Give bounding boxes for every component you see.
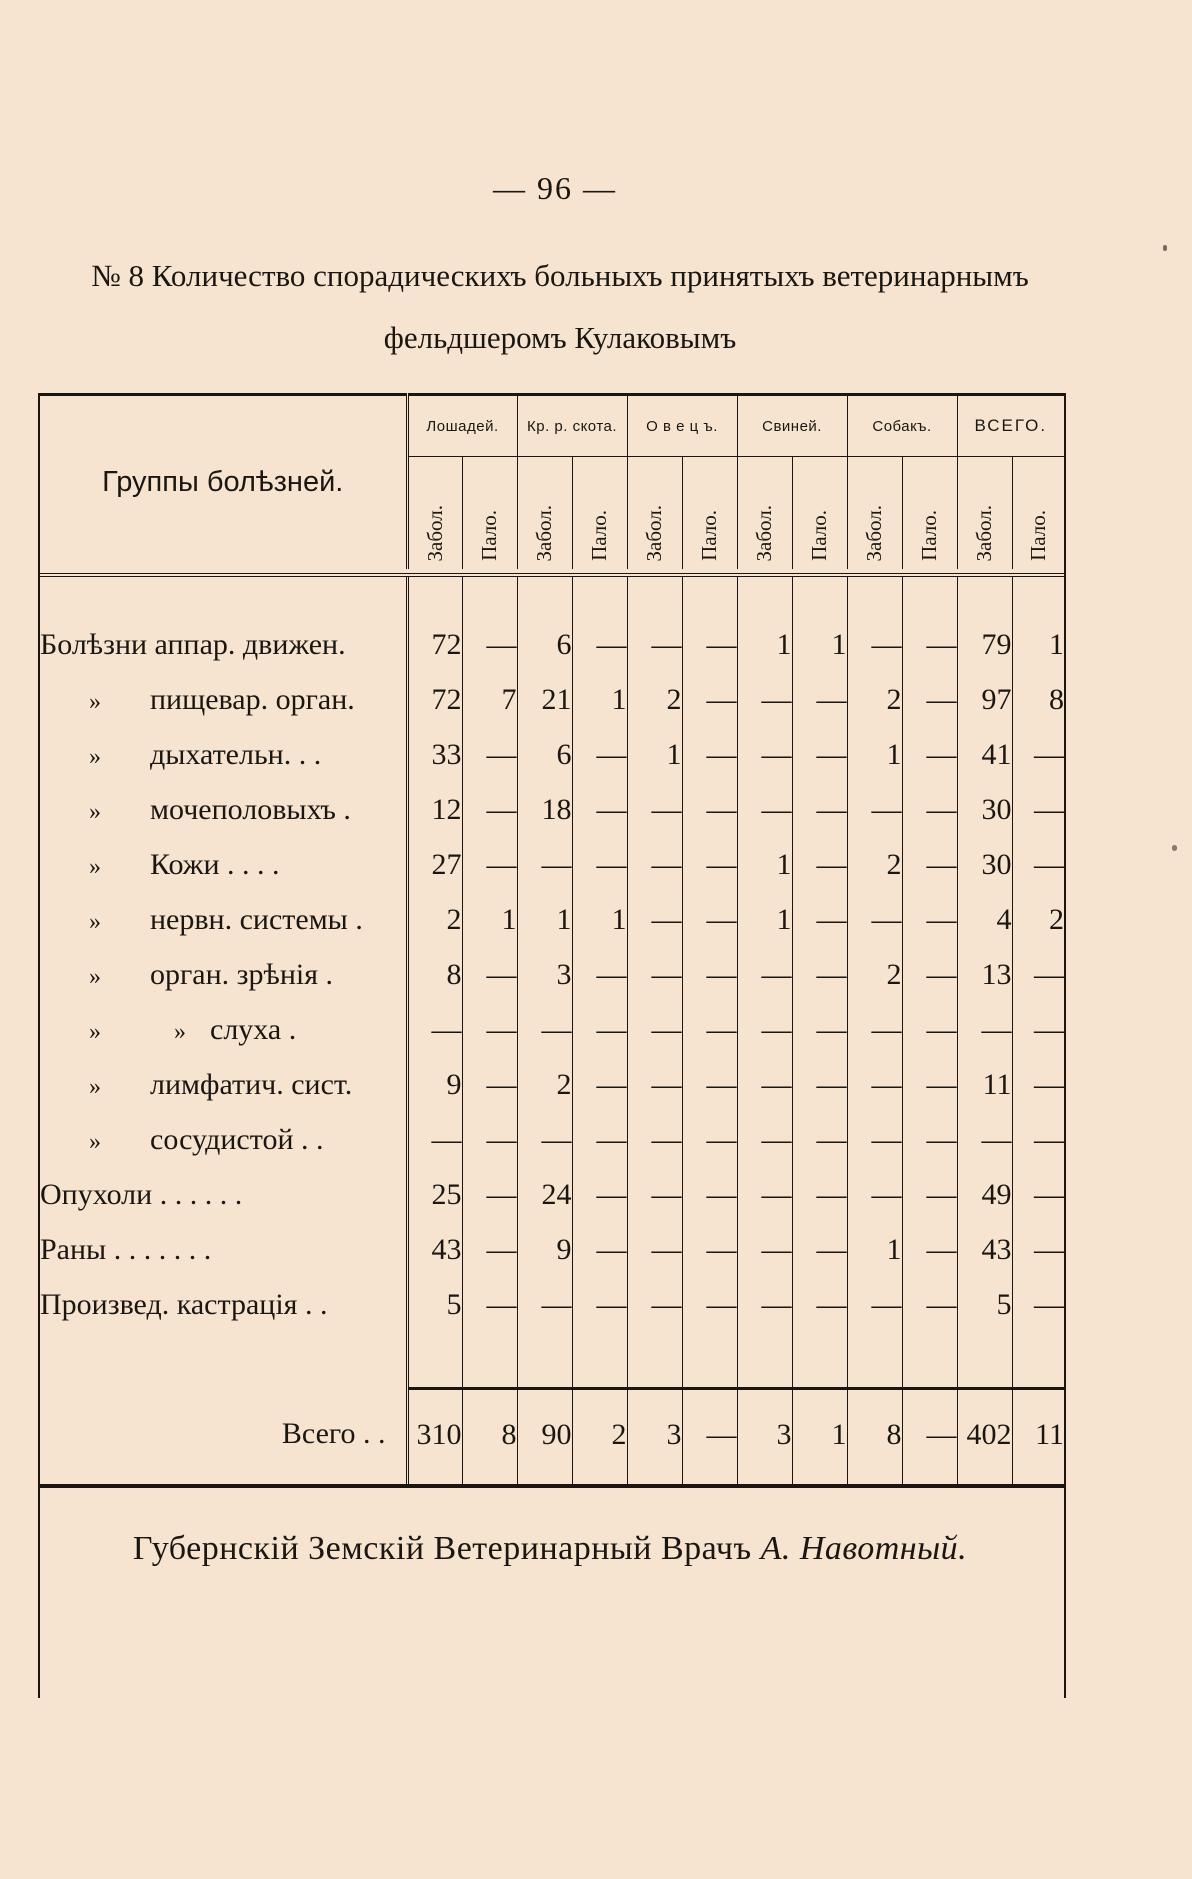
total-cell: 310: [407, 1389, 462, 1481]
sub-header-palo: Пало.: [807, 510, 832, 561]
table-cell: —: [462, 837, 517, 892]
table-cell: 5: [446, 1287, 462, 1321]
table-cell: 3: [517, 947, 572, 1002]
table-cell: —: [902, 947, 957, 1002]
sub-header-zabol: Забол.: [422, 504, 447, 561]
table-cell: —: [902, 782, 957, 837]
row-label: [40, 617, 407, 672]
row-label: [40, 1112, 407, 1167]
row-label: [40, 1277, 407, 1332]
table-cell: —: [682, 617, 737, 672]
row-label-text: Кожи . . . .: [150, 847, 280, 881]
ditto-mark: »: [89, 688, 101, 715]
table-cell: —: [737, 1057, 792, 1112]
row-label-text: орган. зрѣнія .: [150, 957, 334, 991]
row-label: [40, 1167, 407, 1222]
row-label-text: Опухоли . . . . . .: [40, 1177, 243, 1211]
row-label: [40, 892, 407, 947]
total-cell: 3: [627, 1389, 682, 1481]
table-cell: 9: [446, 1067, 462, 1101]
table-cell: —: [957, 1002, 1012, 1057]
sub-header-palo: Пало.: [697, 510, 722, 561]
title-line-1: № 8 Количество спорадическихъ больныхъ принятыхъ ветеринарнымъ: [91, 258, 1029, 293]
sub-header-palo: Пало.: [587, 510, 612, 561]
row-label-text: слуха .: [210, 1012, 297, 1046]
table-cell: —: [462, 1002, 517, 1057]
table-cell: —: [682, 672, 737, 727]
row-label: [40, 672, 407, 727]
table-cell: 97: [957, 672, 1012, 727]
table-cell: 2: [1012, 892, 1064, 947]
table-cell: 2: [446, 902, 462, 936]
table-cell: —: [462, 947, 517, 1002]
row-label: [40, 947, 407, 1002]
ditto-mark: »: [89, 743, 101, 770]
total-cell: 3: [737, 1389, 792, 1481]
table-cell: 13: [957, 947, 1012, 1002]
table-cell: —: [682, 892, 737, 947]
table-cell: —: [1012, 1167, 1064, 1222]
table-cell: 33: [431, 737, 462, 771]
table-cell: —: [737, 1002, 792, 1057]
table-cell: 2: [517, 1057, 572, 1112]
animal-header-cattle: Кр. р. скота.: [517, 395, 627, 457]
table-cell: 1: [792, 617, 847, 672]
table-cell: 1: [1012, 617, 1064, 672]
table-cell: —: [847, 1277, 902, 1332]
table-cell: 24: [517, 1167, 572, 1222]
table-cell: 2: [847, 947, 902, 1002]
table-cell: 49: [957, 1167, 1012, 1222]
table-cell: —: [792, 1057, 847, 1112]
table-cell: —: [462, 727, 517, 782]
table-cell: —: [902, 672, 957, 727]
table-row: [40, 1167, 1064, 1222]
table-cell: 1: [517, 892, 572, 947]
sub-header-zabol: Забол.: [752, 504, 777, 561]
table-cell: 5: [957, 1277, 1012, 1332]
total-cell: —: [682, 1389, 737, 1481]
table-cell: 1: [847, 1222, 902, 1277]
table-cell: 21: [517, 672, 572, 727]
table-cell: —: [572, 837, 627, 892]
animal-header-total: ВСЕГО.: [957, 395, 1064, 457]
row-label-text: Болѣзни аппар. движен.: [40, 627, 346, 661]
total-cell: 11: [1012, 1389, 1064, 1481]
table-cell: —: [1012, 1222, 1064, 1277]
table-cell: 43: [957, 1222, 1012, 1277]
total-cell: 8: [847, 1389, 902, 1481]
total-label: Всего . .: [40, 1389, 407, 1481]
table-cell: —: [572, 727, 627, 782]
table-cell: —: [462, 617, 517, 672]
table-bottom-rule: [40, 1486, 1064, 1488]
table-cell: —: [572, 947, 627, 1002]
total-cell: 8: [462, 1389, 517, 1481]
table-cell: 1: [737, 617, 792, 672]
table-cell: —: [847, 617, 902, 672]
table-cell: 7: [462, 672, 517, 727]
table-cell: —: [792, 1277, 847, 1332]
table-cell: —: [847, 782, 902, 837]
row-label: [40, 837, 407, 892]
table-cell: —: [1012, 1112, 1064, 1167]
table-cell: 1: [627, 727, 682, 782]
table-cell: —: [1012, 1002, 1064, 1057]
table-cell: —: [792, 672, 847, 727]
table-cell: —: [517, 1002, 572, 1057]
table-cell: 9: [517, 1222, 572, 1277]
table-cell: —: [517, 1277, 572, 1332]
ditto-mark: »: [89, 1018, 101, 1045]
table-cell: —: [792, 892, 847, 947]
table-cell: —: [682, 727, 737, 782]
table-cell: —: [737, 727, 792, 782]
table-cell: —: [957, 1112, 1012, 1167]
table-cell: —: [792, 727, 847, 782]
disease-table: [40, 393, 1064, 1488]
table-cell: —: [627, 1002, 682, 1057]
table-cell: —: [462, 1112, 517, 1167]
table-cell: 2: [847, 672, 902, 727]
table-cell: —: [902, 1222, 957, 1277]
row-label-text: лимфатич. сист.: [150, 1067, 353, 1101]
row-label: [40, 1222, 407, 1277]
table-cell: 41: [957, 727, 1012, 782]
row-label-text: Произвед. кастрація . .: [40, 1287, 328, 1321]
table-cell: —: [572, 1222, 627, 1277]
table-row: [40, 672, 1064, 727]
table-cell: —: [682, 947, 737, 1002]
sub-header-palo: Пало.: [917, 510, 942, 561]
table-cell: —: [847, 1002, 902, 1057]
signature-line: [0, 1530, 1100, 1568]
row-label-text: мочеполовыхъ .: [150, 792, 351, 826]
table-cell: 72: [431, 627, 462, 661]
table-cell: —: [737, 672, 792, 727]
table-row: [40, 837, 1064, 892]
table-cell: 1: [572, 672, 627, 727]
row-label-text: пищевар. орган.: [150, 682, 355, 716]
table-cell: —: [737, 1112, 792, 1167]
animal-header-sheep: О в е ц ъ.: [627, 395, 737, 457]
table-cell: —: [627, 617, 682, 672]
table-cell: —: [462, 782, 517, 837]
table-row: [40, 782, 1064, 837]
total-cell: 402: [957, 1389, 1012, 1481]
table-cell: —: [682, 1277, 737, 1332]
table-cell: —: [682, 1167, 737, 1222]
table-cell: —: [572, 1057, 627, 1112]
table-cell: 27: [431, 847, 462, 881]
table-cell: 6: [517, 617, 572, 672]
speck-mark: [1163, 245, 1167, 251]
table-row: [40, 727, 1064, 782]
table-cell: —: [792, 1002, 847, 1057]
table-cell: —: [1012, 782, 1064, 837]
table-cell: —: [572, 1002, 627, 1057]
table-cell: —: [572, 617, 627, 672]
table-cell: 43: [431, 1232, 462, 1266]
animal-header-horses: Лошадей.: [407, 395, 517, 457]
table-cell: —: [462, 1277, 517, 1332]
table-cell: 2: [627, 672, 682, 727]
table-cell: —: [572, 782, 627, 837]
total-cell: 2: [572, 1389, 627, 1481]
table-cell: —: [682, 837, 737, 892]
header-row-animals: [40, 395, 1064, 457]
sub-header-zabol: Забол.: [862, 504, 887, 561]
sub-header-zabol: Забол.: [972, 504, 997, 561]
table-cell: —: [1012, 947, 1064, 1002]
page-number: — 96 —: [493, 170, 617, 206]
table-cell: —: [517, 1112, 572, 1167]
table-cell: 25: [431, 1177, 462, 1211]
table-cell: —: [517, 837, 572, 892]
table-cell: 8: [1012, 672, 1064, 727]
animal-header-pigs: Свиней.: [737, 395, 847, 457]
table-cell: 8: [446, 957, 462, 991]
ditto-mark: »: [174, 1018, 186, 1045]
total-cell: 1: [792, 1389, 847, 1481]
row-label-text: дыхательн. . .: [150, 737, 322, 771]
table-body: [40, 617, 1064, 1332]
table-cell: —: [627, 947, 682, 1002]
table-row: [40, 617, 1064, 672]
table-cell: —: [902, 1057, 957, 1112]
table-cell: —: [847, 1112, 902, 1167]
table-cell: —: [737, 1277, 792, 1332]
sub-header-zabol: Забол.: [642, 504, 667, 561]
row-label-text: Раны . . . . . . .: [40, 1232, 212, 1266]
table-cell: —: [737, 947, 792, 1002]
table-cell: —: [462, 1167, 517, 1222]
signature-name: А. Навотный.: [760, 1530, 968, 1567]
table-cell: 30: [957, 837, 1012, 892]
table-cell: —: [902, 1112, 957, 1167]
frame-right-rule: [1064, 393, 1066, 1698]
sub-header-palo: Пало.: [1025, 510, 1050, 561]
spacer-row: [40, 575, 1064, 617]
table-cell: —: [737, 1167, 792, 1222]
table-cell: —: [902, 727, 957, 782]
sub-header-zabol: Забол.: [532, 504, 557, 561]
total-cell: —: [902, 1389, 957, 1481]
table-cell: 2: [847, 837, 902, 892]
table-cell: —: [462, 1057, 517, 1112]
table-cell: —: [431, 1012, 462, 1046]
table-cell: 6: [517, 727, 572, 782]
table-cell: —: [1012, 727, 1064, 782]
table-cell: —: [737, 1222, 792, 1277]
table-cell: —: [682, 1112, 737, 1167]
table-row: [40, 1222, 1064, 1277]
table-cell: —: [627, 1057, 682, 1112]
row-label-text: сосудистой . .: [150, 1122, 324, 1156]
table-cell: —: [462, 1222, 517, 1277]
total-cell: 90: [517, 1389, 572, 1481]
table-cell: 4: [957, 892, 1012, 947]
table-cell: —: [847, 1057, 902, 1112]
ditto-mark: »: [89, 908, 101, 935]
table-cell: —: [902, 1167, 957, 1222]
table-cell: —: [682, 1002, 737, 1057]
ditto-mark: »: [89, 963, 101, 990]
table-cell: —: [792, 1112, 847, 1167]
sub-header-palo: Пало.: [477, 510, 501, 561]
total-row: [40, 1389, 1064, 1481]
table-cell: 1: [737, 892, 792, 947]
table-cell: —: [902, 617, 957, 672]
row-label: [40, 727, 407, 782]
groups-header: Группы болѣзней.: [40, 395, 407, 570]
row-label: [40, 782, 407, 837]
table-cell: —: [682, 782, 737, 837]
table-cell: —: [847, 1167, 902, 1222]
table-cell: 30: [957, 782, 1012, 837]
table-cell: —: [431, 1122, 462, 1156]
table-cell: —: [627, 1167, 682, 1222]
table-cell: 1: [572, 892, 627, 947]
spacer-row: [40, 1332, 1064, 1389]
table-row: [40, 892, 1064, 947]
table-cell: 18: [517, 782, 572, 837]
table-cell: —: [627, 837, 682, 892]
table-cell: 12: [431, 792, 462, 826]
table-cell: 11: [957, 1057, 1012, 1112]
table-cell: —: [792, 1167, 847, 1222]
ditto-mark: »: [89, 798, 101, 825]
signature-text: Губернскій Земскій Ветеринарный Врачъ: [132, 1530, 752, 1567]
table-cell: —: [682, 1222, 737, 1277]
table-cell: —: [1012, 1057, 1064, 1112]
table-row: [40, 947, 1064, 1002]
table-cell: —: [792, 947, 847, 1002]
table-cell: 72: [431, 682, 462, 716]
table-cell: —: [682, 1057, 737, 1112]
animal-header-dogs: Собакъ.: [847, 395, 957, 457]
table-cell: 1: [737, 837, 792, 892]
table-cell: —: [902, 1277, 957, 1332]
table-cell: —: [792, 782, 847, 837]
ditto-mark: »: [89, 853, 101, 880]
ditto-mark: »: [89, 1128, 101, 1155]
table-cell: —: [902, 892, 957, 947]
table-cell: —: [737, 782, 792, 837]
table-cell: 79: [957, 617, 1012, 672]
table-cell: —: [792, 837, 847, 892]
table-cell: —: [627, 1222, 682, 1277]
table-cell: —: [1012, 1277, 1064, 1332]
table-cell: —: [1012, 837, 1064, 892]
table-cell: —: [572, 1167, 627, 1222]
table-cell: 1: [847, 727, 902, 782]
row-label: [40, 1002, 407, 1057]
table-cell: —: [572, 1112, 627, 1167]
table-row: [40, 1002, 1064, 1057]
table-cell: —: [627, 892, 682, 947]
table-cell: 1: [462, 892, 517, 947]
table-row: [40, 1112, 1064, 1167]
title-line-2: фельдшеромъ Кулаковымъ: [383, 320, 737, 355]
speck-mark: [1172, 845, 1177, 851]
table-cell: —: [792, 1222, 847, 1277]
ditto-mark: »: [89, 1073, 101, 1100]
row-label-text: нервн. системы .: [150, 902, 363, 936]
row-label: [40, 1057, 407, 1112]
table-title: [40, 245, 1080, 369]
table-row: [40, 1277, 1064, 1332]
table-cell: —: [627, 1112, 682, 1167]
table-cell: —: [627, 782, 682, 837]
table-cell: —: [902, 837, 957, 892]
table-cell: —: [572, 1277, 627, 1332]
table-cell: —: [902, 1002, 957, 1057]
table-row: [40, 1057, 1064, 1112]
table-cell: —: [847, 892, 902, 947]
table-cell: —: [627, 1277, 682, 1332]
